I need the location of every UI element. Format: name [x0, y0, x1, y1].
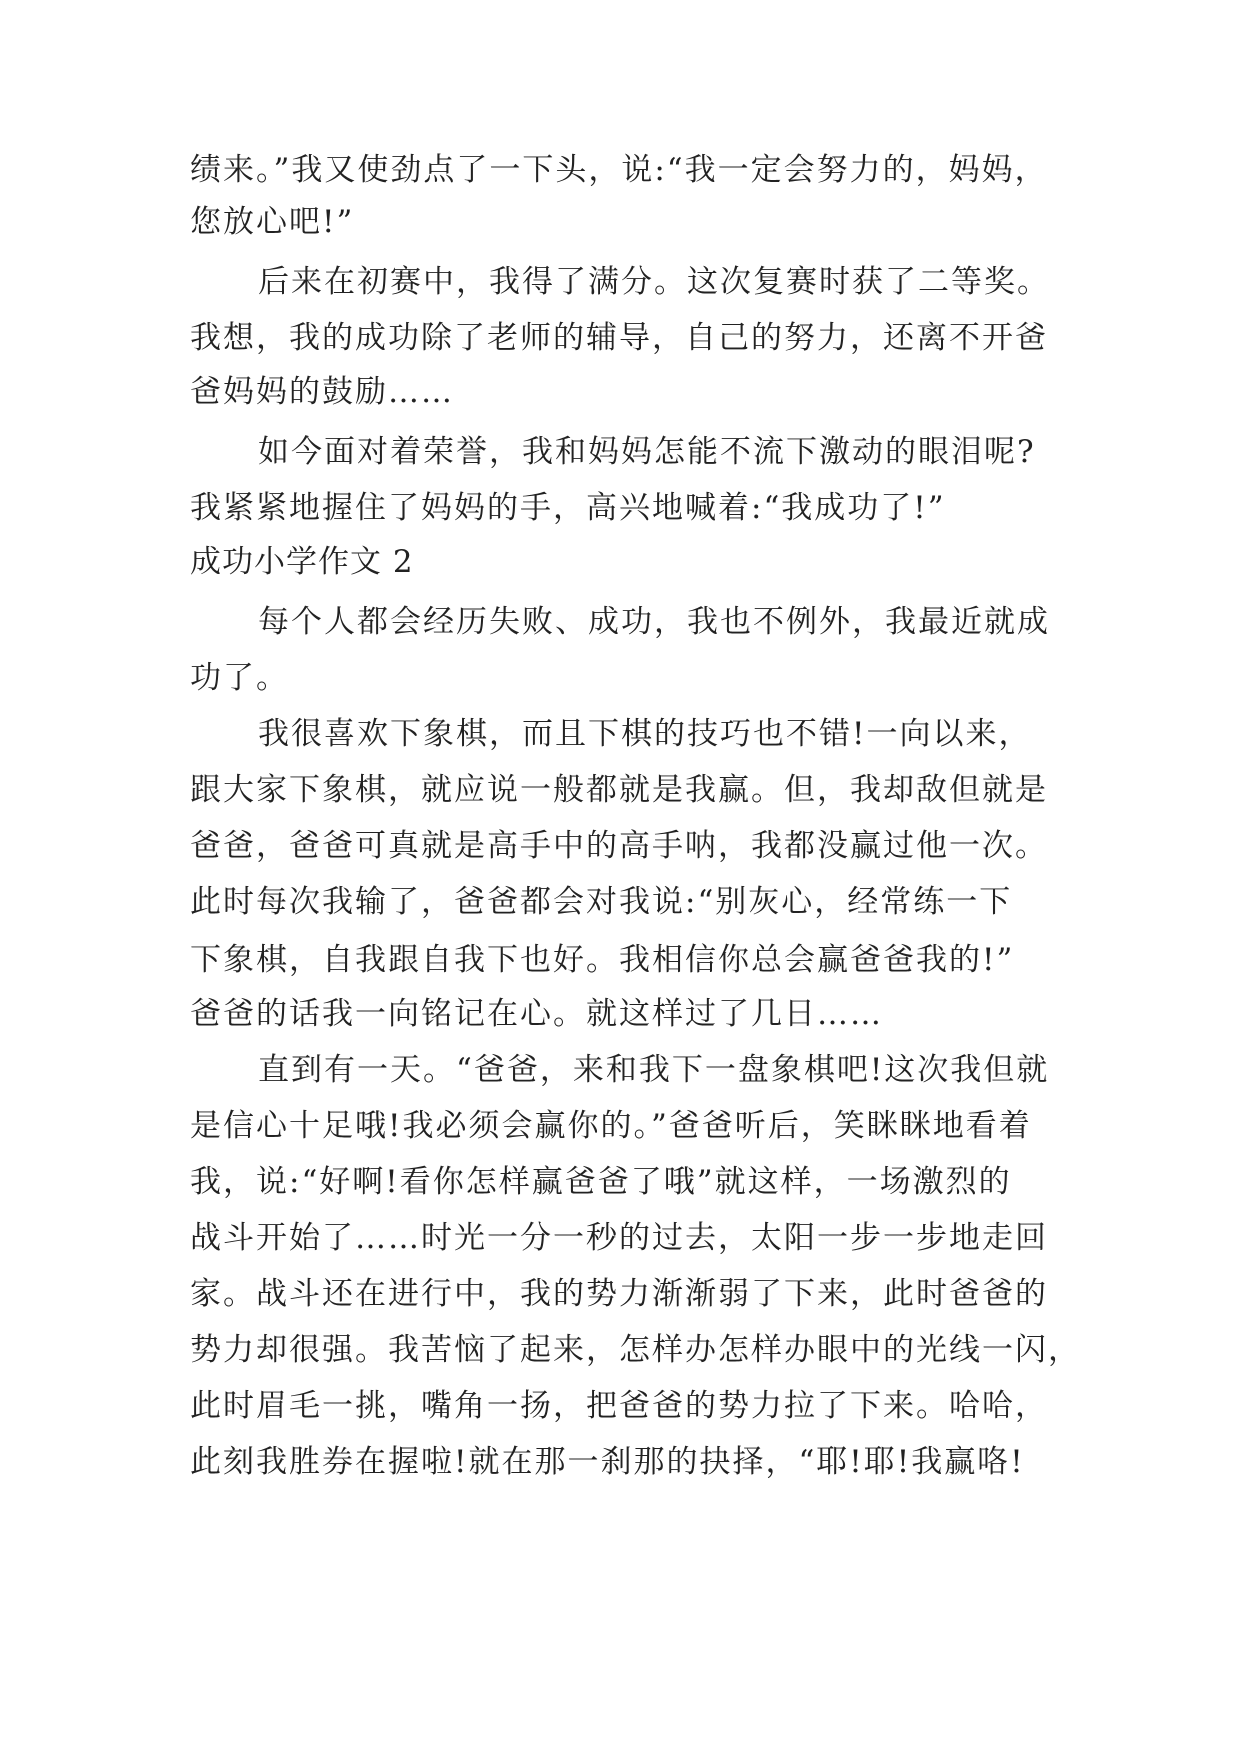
text-line: 爸妈妈的鼓励……	[190, 374, 454, 410]
text-line: 下象棋，自我跟自我下也好。我相信你总会赢爸爸我的!”	[190, 942, 1015, 978]
text-line: 我紧紧地握住了妈妈的手，高兴地喊着:“我成功了!”	[190, 490, 946, 526]
text-line: 势力却很强。我苦恼了起来，怎样办怎样办眼中的光线一闪，	[190, 1332, 1081, 1368]
text-line: 我想，我的成功除了老师的辅导，自己的努力，还离不开爸	[190, 320, 1048, 356]
text-line: 我，说:“好啊!看你怎样赢爸爸了哦”就这样，一场激烈的	[190, 1164, 1012, 1200]
text-line: 家。战斗还在进行中，我的势力渐渐弱了下来，此时爸爸的	[190, 1276, 1048, 1312]
text-line: 您放心吧!”	[190, 204, 355, 240]
section-heading: 成功小学作文 2	[190, 544, 414, 580]
text-line: 跟大家下象棋，就应说一般都就是我赢。但，我却敌但就是	[190, 772, 1048, 808]
text-line: 爸爸，爸爸可真就是高手中的高手呐，我都没赢过他一次。	[190, 828, 1048, 864]
text-line: 战斗开始了……时光一分一秒的过去，太阳一步一步地走回	[190, 1220, 1048, 1256]
paragraph-line: 后来在初赛中，我得了满分。这次复赛时获了二等奖。	[258, 264, 1050, 300]
text-line: 功了。	[190, 660, 289, 696]
text-line: 此时每次我输了，爸爸都会对我说:“别灰心，经常练一下	[190, 884, 1013, 920]
paragraph-line: 我很喜欢下象棋，而且下棋的技巧也不错!一向以来，	[258, 716, 1032, 752]
text-line: 此时眉毛一挑，嘴角一扬，把爸爸的势力拉了下来。哈哈，	[190, 1388, 1048, 1424]
text-line: 此刻我胜券在握啦!就在那一刹那的抉择，“耶!耶!我赢咯!	[190, 1444, 1025, 1480]
text-line: 是信心十足哦!我必须会赢你的。”爸爸听后，笑眯眯地看着	[190, 1108, 1032, 1144]
text-line: 绩来。”我又使劲点了一下头，说:“我一定会努力的，妈妈，	[190, 152, 1048, 188]
text-line: 爸爸的话我一向铭记在心。就这样过了几日……	[190, 996, 883, 1032]
paragraph-line: 直到有一天。“爸爸，来和我下一盘象棋吧!这次我但就	[258, 1052, 1050, 1088]
paragraph-line: 每个人都会经历失败、成功，我也不例外，我最近就成	[258, 604, 1050, 640]
paragraph-line: 如今面对着荣誉，我和妈妈怎能不流下激动的眼泪呢?	[258, 434, 1036, 470]
